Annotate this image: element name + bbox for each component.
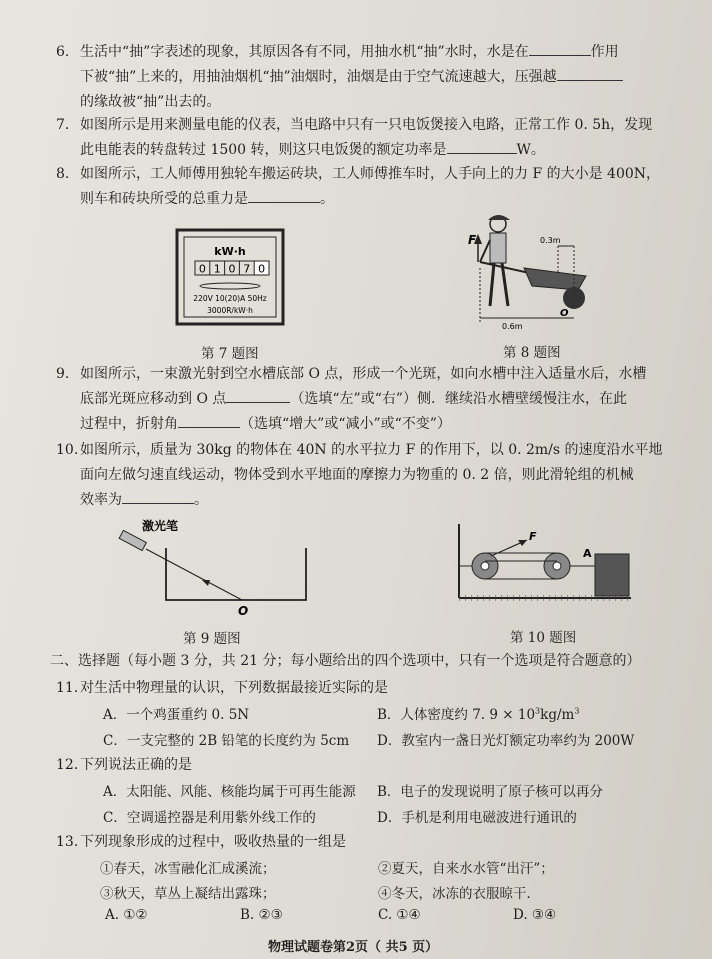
q6-line1-end: 作用	[590, 44, 619, 60]
caption-figure-9: 第 9 题图	[183, 631, 241, 647]
option-d[interactable]: D．手机是利用电磁波进行通讯的	[377, 810, 577, 826]
section-2-heading: 二、选择题（每小题 3 分，共 21 分；每小题给出的四个选项中，只有一个选项是符合题意的）	[50, 653, 641, 669]
q7-line1: 如图所示是用来测量电能的仪表，当电路中只有一只电饭煲接入电路，正常工作 0. 5h，发现	[80, 117, 653, 133]
q6-line1: 生活中“抽”字表述的现象，其原因各有不同，用抽水机“抽”水时，水是在	[80, 44, 529, 60]
question-7	[56, 113, 670, 163]
statement-3: ③秋天，草丛上凝结出露珠；	[100, 886, 276, 902]
q8-line1: 如图所示，工人师傅用独轮车搬运砖块，工人师傅推车时，人手向上的力 F 的大小是 400N，	[80, 166, 661, 182]
question-number: 10.	[56, 442, 79, 458]
figure-10-pulley-system	[455, 520, 635, 604]
question-number: 12.	[56, 757, 79, 773]
option-c[interactable]: C. ①④	[378, 907, 421, 923]
laser-pen-label: 激光笔	[142, 519, 179, 533]
q7-unit: W。	[516, 142, 545, 158]
option-b[interactable]	[377, 703, 579, 723]
water-tank	[166, 548, 306, 600]
question-9	[56, 362, 670, 437]
q7-line2: 此电能表的转盘转过 1500 转，则这只电饭煲的额定功率是	[80, 142, 447, 158]
option-a[interactable]: A. ①②	[105, 907, 148, 923]
option-c[interactable]: C．一支完整的 2B 铅笔的长度约为 5cm	[103, 733, 350, 749]
caption-figure-10: 第 10 题图	[510, 630, 577, 646]
punctuation: 。	[320, 191, 334, 207]
option-d[interactable]: D．教室内一盏日光灯额定功率约为 200W	[377, 733, 635, 749]
pivot-label: O	[560, 308, 569, 319]
wheel	[563, 287, 585, 309]
distance-label: 0.6m	[502, 322, 523, 331]
q6-line3: 的缘故被“抽”出去的。	[80, 94, 221, 110]
question-stem: 下列说法正确的是	[80, 757, 192, 773]
q9-line2: 底部光斑应移动到 O 点	[80, 391, 227, 407]
meter-digit: 0	[228, 262, 236, 276]
answer-blank[interactable]	[557, 65, 623, 81]
laser-beam	[146, 549, 242, 600]
exponent: 3	[535, 706, 541, 716]
laser-pen	[119, 530, 146, 550]
answer-blank[interactable]	[248, 187, 320, 203]
option-b-unit: kg/m	[540, 707, 575, 723]
meter-spec: 220V 10(20)A 50Hz	[193, 294, 267, 303]
q10-line1: 如图所示，质量为 30kg 的物体在 40N 的水平拉力 F 的作用下，以 0. 2m/s 的速度沿水平地	[80, 442, 663, 458]
object-a	[595, 554, 629, 596]
force-label: F	[468, 233, 477, 247]
option-b-text: B．人体密度约 7. 9 × 10	[377, 707, 536, 723]
statement-2: ②夏天，自来水水管“出汗”；	[378, 861, 554, 877]
option-c[interactable]: C．空调遥控器是利用紫外线工作的	[103, 810, 316, 826]
meter-revolutions: 3000R/kW·h	[207, 306, 253, 315]
statement-4: ④冬天，冰冻的衣服晾干．	[378, 886, 540, 902]
q8-line2: 则车和砖块所受的总重力是	[80, 191, 248, 207]
figure-9-laser-tank	[110, 518, 310, 618]
page-footer: 物理试题卷第2页（ 共5 页）	[268, 940, 439, 955]
meter-digit: 1	[213, 262, 221, 276]
object-label: A	[583, 547, 592, 560]
meter-disc	[200, 283, 260, 289]
question-8	[56, 162, 670, 212]
question-number: 11.	[56, 680, 79, 696]
answer-blank[interactable]	[178, 412, 240, 428]
option-b[interactable]: B. ②③	[240, 907, 283, 923]
question-12	[56, 753, 670, 778]
answer-blank[interactable]	[122, 488, 194, 504]
option-a[interactable]: A．一个鸡蛋重约 0. 5N	[103, 707, 250, 723]
question-number: 9.	[56, 366, 70, 382]
option-d[interactable]: D. ③④	[513, 907, 557, 923]
option-a[interactable]: A．太阳能、风能、核能均属于可再生能源	[103, 784, 356, 800]
question-number: 8.	[56, 166, 70, 182]
force-label: F	[529, 530, 537, 543]
answer-blank[interactable]	[529, 40, 591, 56]
q9-line3: 过程中，折射角	[80, 416, 178, 432]
caption-figure-7: 第 7 题图	[201, 346, 259, 362]
meter-unit: kW·h	[214, 245, 246, 258]
question-number: 7.	[56, 117, 70, 133]
answer-blank[interactable]	[447, 138, 517, 154]
q9-line3-end: （选填“增大”或“减小”或“不变”）	[240, 416, 451, 432]
meter-digit: 0	[258, 262, 266, 276]
point-o-label: O	[238, 604, 249, 618]
question-stem: 对生活中物理量的认识，下列数据最接近实际的是	[80, 680, 388, 696]
answer-blank[interactable]	[226, 387, 290, 403]
figure-7-electric-meter	[175, 228, 287, 328]
question-stem: 下列现象形成的过程中，吸收热量的一组是	[80, 834, 346, 850]
meter-digit: 7	[243, 262, 251, 276]
punctuation: 。	[194, 492, 208, 508]
figure-8-wheelbarrow	[466, 210, 606, 332]
q9-line2-end: （选填“左”或“右”）侧．继续沿水槽壁缓慢注水，在此	[290, 391, 628, 407]
question-number: 6.	[56, 44, 70, 60]
q10-line2: 面向左做匀速直线运动，物体受到水平地面的摩擦力为物重的 0. 2 倍，则此滑轮组的机械	[80, 467, 634, 483]
question-10	[56, 438, 670, 513]
q9-line1: 如图所示，一束激光射到空水槽底部 O 点，形成一个光斑，如向水槽中注入适量水后，水槽	[80, 366, 647, 382]
q10-line3: 效率为	[80, 492, 122, 508]
caption-figure-8: 第 8 题图	[503, 345, 561, 361]
question-number: 13.	[56, 834, 79, 850]
question-13	[56, 830, 670, 855]
option-b[interactable]: B．电子的发现说明了原子核可以再分	[377, 784, 603, 800]
exponent: 3	[574, 706, 580, 716]
question-11	[56, 676, 670, 701]
distance-label: 0.3m	[540, 236, 561, 245]
question-6	[56, 40, 670, 115]
q6-line2: 下被“抽”上来的，用抽油烟机“抽”油烟时，油烟是由于空气流速越大，压强越	[80, 69, 557, 85]
meter-digit: 0	[198, 262, 206, 276]
statement-1: ①春天，冰雪融化汇成溪流；	[100, 861, 276, 877]
wheelbarrow-tray	[524, 268, 586, 290]
